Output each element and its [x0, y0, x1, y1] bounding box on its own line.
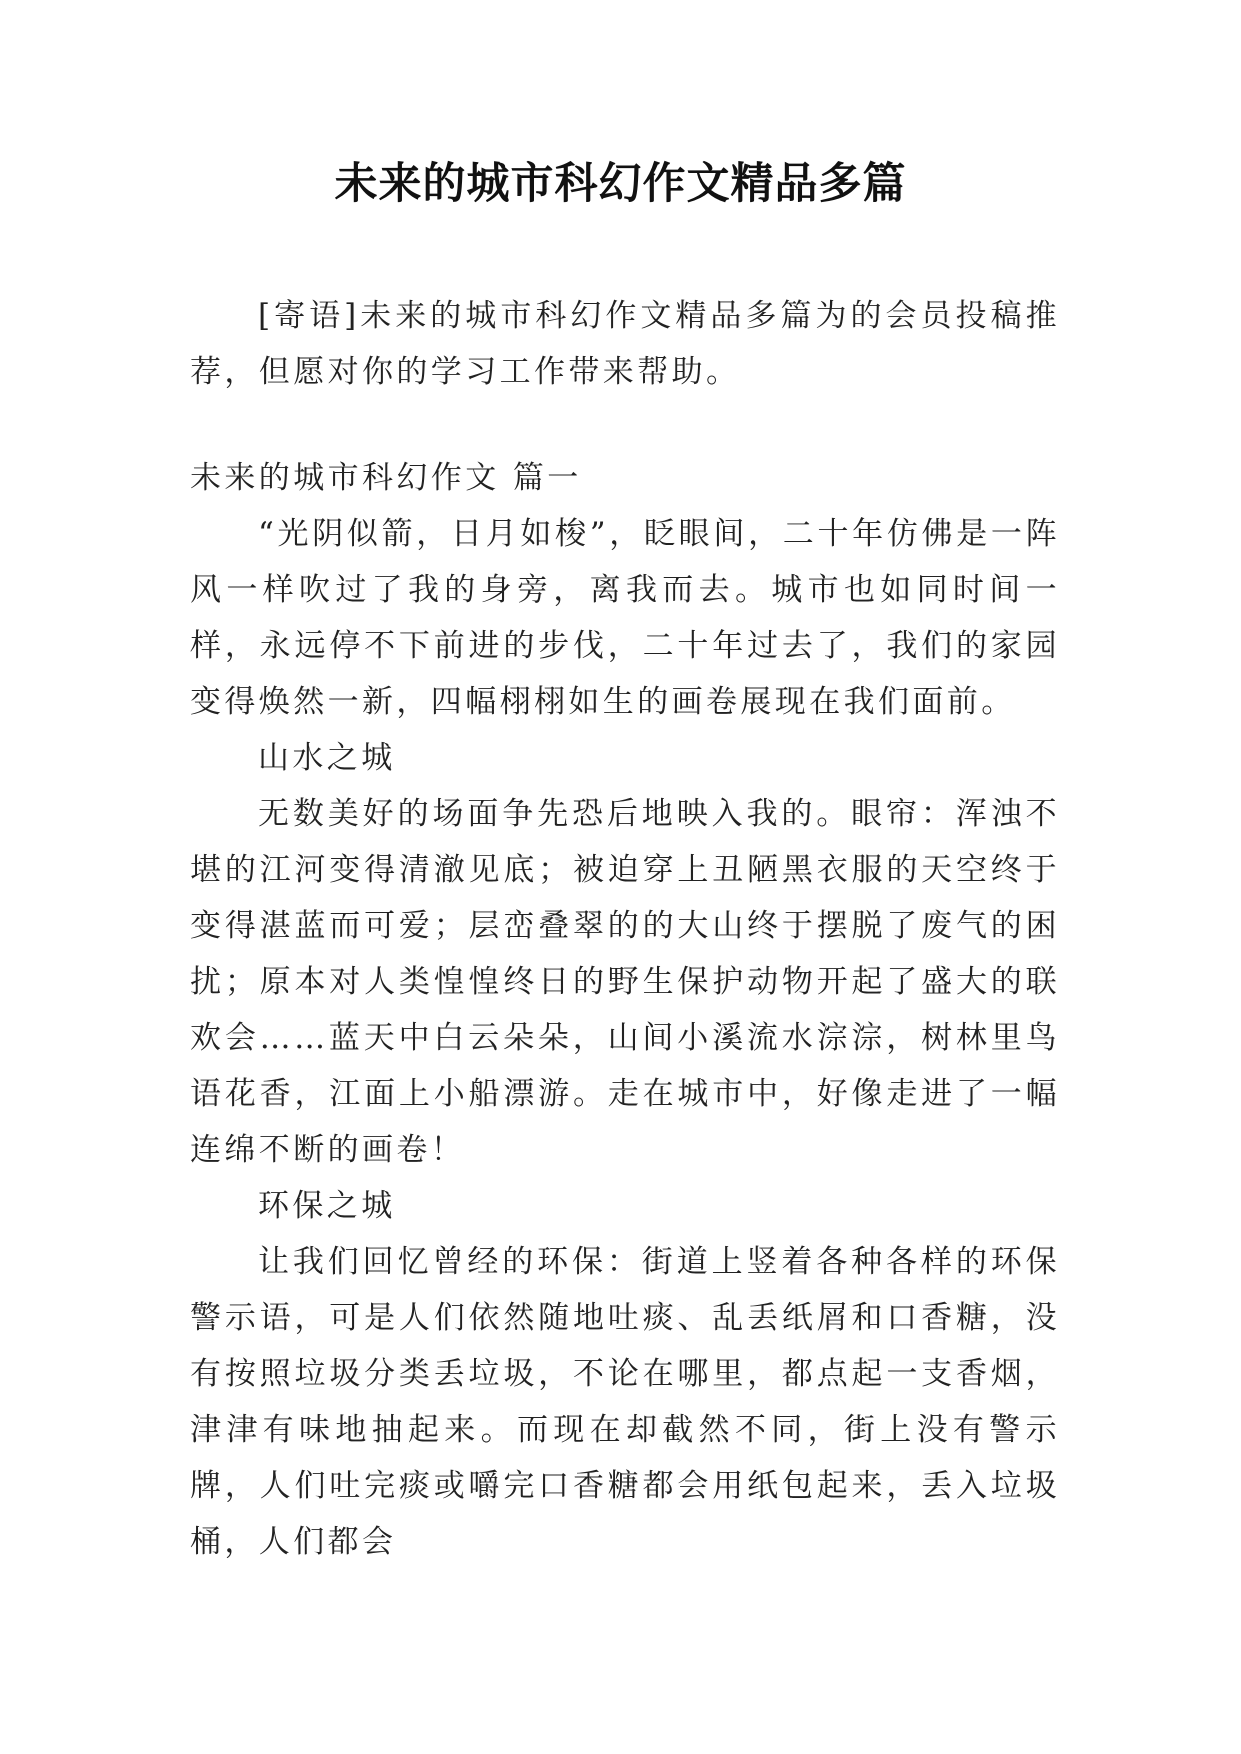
body-paragraph: “光阴似箭，日月如梭”，眨眼间，二十年仿佛是一阵风一样吹过了我的身旁，离我而去。城市也如同时间一样，永远停不下前进的步伐，二十年过去了，我们的家园变得焕然一新，四幅栩栩如生的画卷展现在我们面前。: [190, 516, 1060, 720]
intro-paragraph: [寄语]未来的城市科幻作文精品多篇为的会员投稿推荐，但愿对你的学习工作带来帮助。: [190, 298, 1060, 390]
body-paragraph: 让我们回忆曾经的环保：街道上竖着各种各样的环保警示语，可是人们依然随地吐痰、乱丢纸屑和口香糖，没有按照垃圾分类丢垃圾，不论在哪里，都点起一支香烟，津津有味地抽起来。而现在却截然不同，街上没有警示牌，人们吐完痰或嚼完口香糖都会用纸包起来，丢入垃圾桶，人们都会: [190, 1244, 1060, 1560]
subheading-shanshui: 山水之城: [258, 740, 396, 776]
section-heading: 未来的城市科幻作文 篇一: [190, 460, 582, 496]
document-title: 未来的城市科幻作文精品多篇: [334, 159, 907, 209]
document-body: [190, 288, 1060, 1570]
body-paragraph: 无数美好的场面争先恐后地映入我的。眼帘：浑浊不堪的江河变得清澈见底；被迫穿上丑陋黑衣服的天空终于变得湛蓝而可爱；层峦叠翠的的大山终于摆脱了废气的困扰；原本对人类惶惶终日的野生保护动物开起了盛大的联欢会……蓝天中白云朵朵，山间小溪流水淙淙，树林里鸟语花香，江面上小船漂游。走在城市中，好像走进了一幅连绵不断的画卷！: [190, 796, 1060, 1168]
spacer: [190, 400, 1060, 450]
subheading-huanbao: 环保之城: [258, 1188, 396, 1224]
